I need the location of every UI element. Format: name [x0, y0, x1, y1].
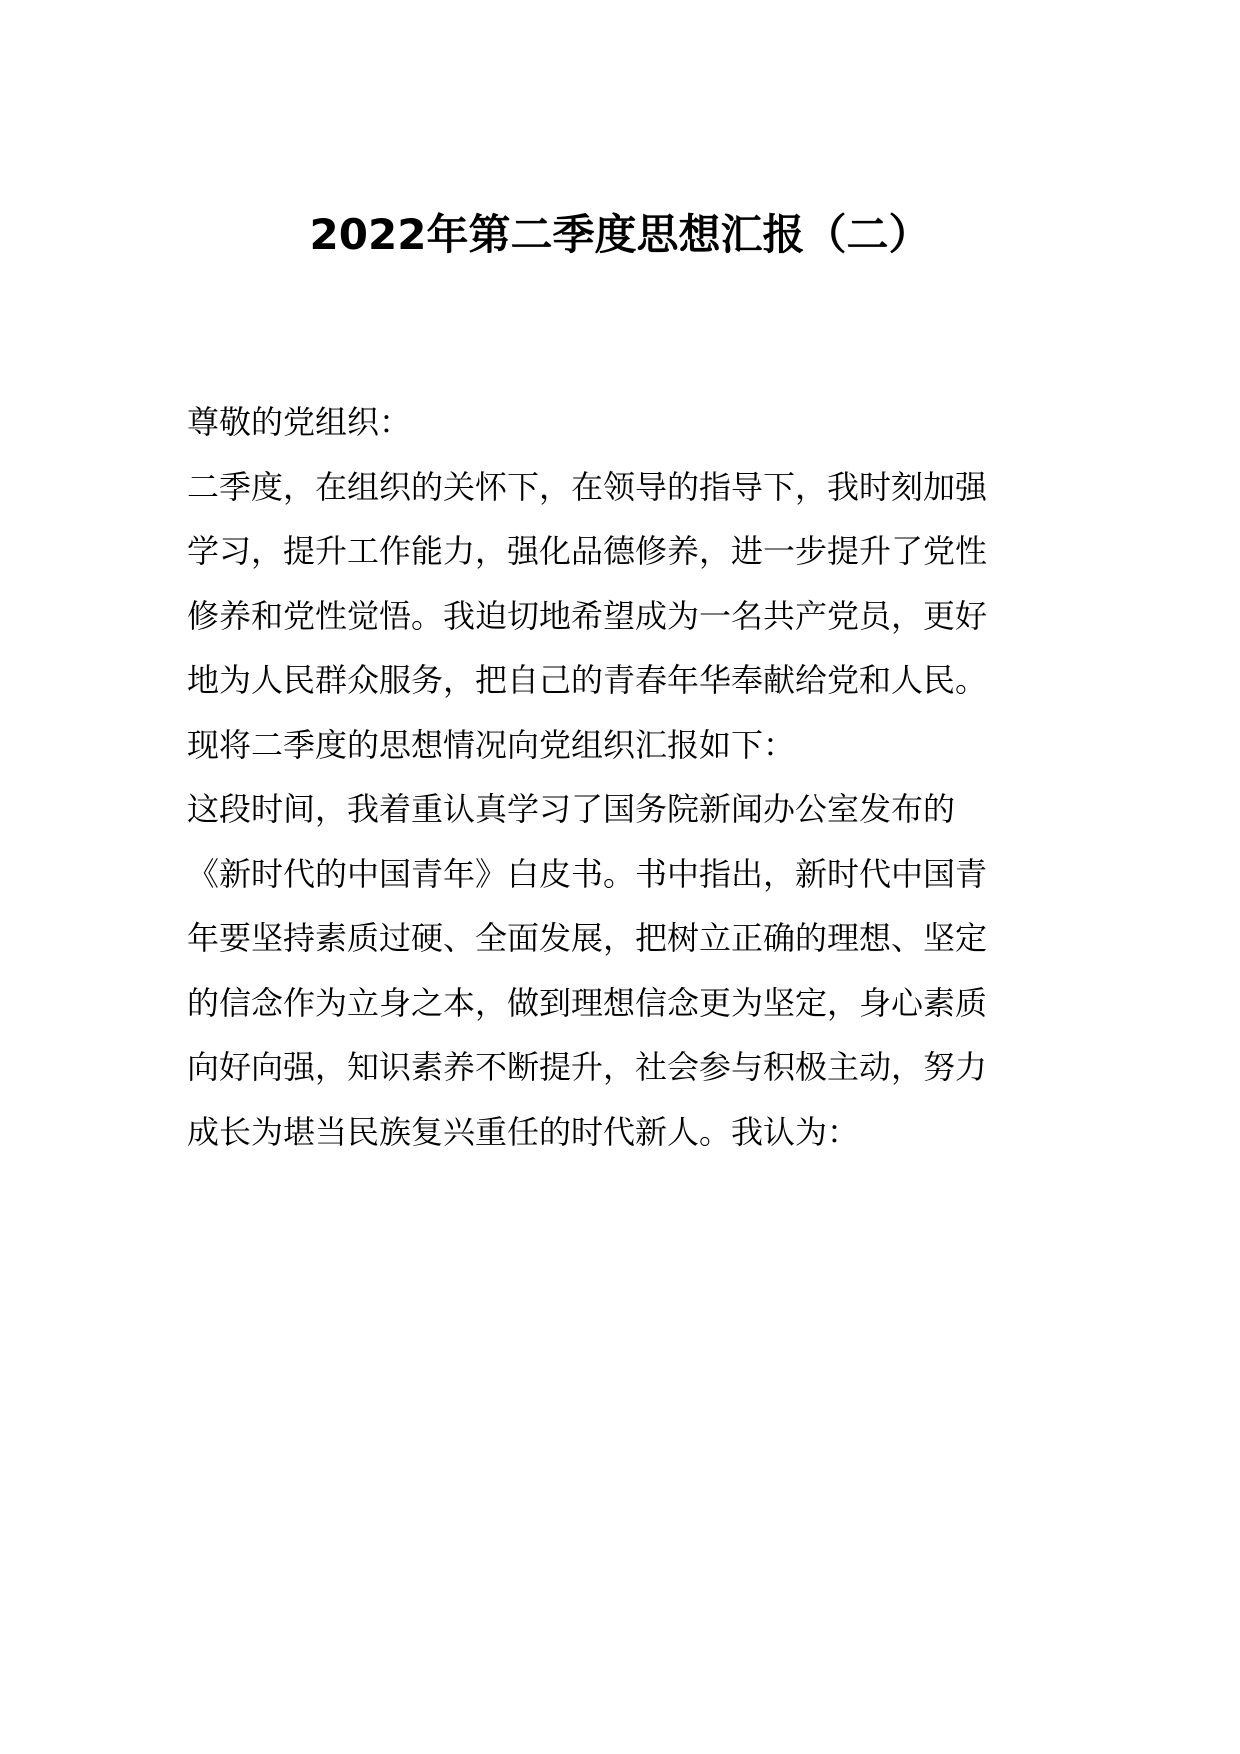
body-line: 向好向强，知识素养不断提升，社会参与积极主动，努力: [187, 1048, 988, 1086]
body-line: 地为人民群众服务，把自己的青春年华奉献给党和人民。: [187, 661, 988, 699]
document-body: [187, 390, 1057, 1164]
body-line: 现将二季度的思想情况向党组织汇报如下：: [187, 725, 796, 764]
body-line: 修养和党性觉悟。我迫切地希望成为一名共产党员，更好: [187, 596, 988, 635]
document-title: 2022年第二季度思想汇报（二）: [309, 210, 931, 259]
body-line: 《新时代的中国青年》白皮书。书中指出，新时代中国青: [187, 854, 988, 893]
body-line: 学习，提升工作能力，强化品德修养，进一步提升了党性: [187, 532, 988, 570]
body-line: 年要坚持素质过硬、全面发展，把树立正确的理想、坚定: [187, 919, 988, 957]
body-line: 成长为堪当民族复兴重任的时代新人。我认为：: [187, 1112, 860, 1151]
body-line: 二季度，在组织的关怀下，在领导的指导下，我时刻加强: [187, 467, 988, 506]
body-line: 这段时间，我着重认真学习了国务院新闻办公室发布的: [187, 790, 956, 828]
body-line: 的信念作为立身之本，做到理想信念更为坚定，身心素质: [187, 983, 988, 1022]
salutation-line: 尊敬的党组织：: [187, 403, 412, 441]
